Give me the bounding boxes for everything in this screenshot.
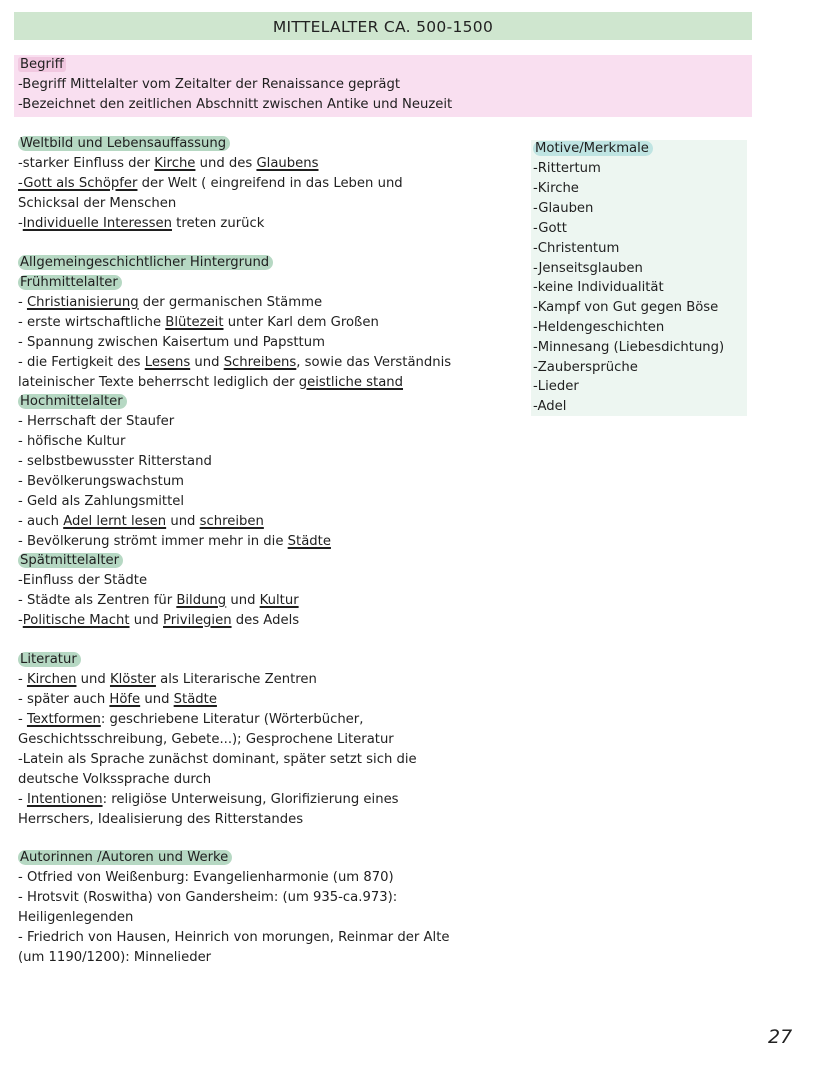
hochmittelalter-line: - höfische Kultur: [18, 434, 126, 449]
motive-item: -Zaubersprüche: [533, 360, 638, 375]
hochmittelalter-line: - auch Adel lernt lesen und schreiben: [18, 514, 264, 529]
weltbild-line: Schicksal der Menschen: [18, 196, 177, 211]
autoren-line: - Hrotsvit (Roswitha) von Gandersheim: (um 935-ca.973):: [18, 890, 398, 905]
literatur-line: deutsche Volkssprache durch: [18, 772, 212, 787]
literatur-line: - später auch Höfe und Städte: [18, 692, 217, 707]
fruehmittelalter-line: lateinischer Texte beherrscht lediglich der geistliche stand: [18, 375, 404, 390]
literatur-line: - Intentionen: religiöse Unterweisung, Glorifizierung eines: [18, 792, 399, 807]
begriff-line: -Bezeichnet den zeitlichen Abschnitt zwischen Antike und Neuzeit: [18, 97, 453, 112]
motive-item: -Christentum: [533, 241, 620, 256]
autoren-line: - Friedrich von Hausen, Heinrich von morungen, Reinmar der Alte: [18, 930, 450, 945]
motive-item: -Glauben: [533, 201, 594, 216]
hochmittelalter-line: - Bevölkerungswachstum: [18, 474, 185, 489]
weltbild-line: -Gott als Schöpfer der Welt ( eingreifend in das Leben und: [18, 176, 403, 191]
autoren-line: (um 1190/1200): Minnelieder: [18, 950, 212, 965]
fruehmittelalter-line: - die Fertigkeit des Lesens und Schreibens, sowie das Verständnis: [18, 355, 452, 370]
motive-item: -Adel: [533, 399, 567, 414]
spaetmittelalter-line: -Politische Macht und Privilegien des Adels: [18, 613, 300, 628]
motive-item: -Gott: [533, 221, 567, 236]
autoren-heading: Autorinnen /Autoren und Werke: [18, 848, 232, 868]
autoren-line: Heiligenlegenden: [18, 910, 134, 925]
motive-item: -Kirche: [533, 181, 579, 196]
spaetmittelalter-heading: Spätmittelalter: [18, 551, 123, 571]
hochmittelalter-line: - selbstbewusster Ritterstand: [18, 454, 212, 469]
weltbild-heading: Weltbild und Lebensauffassung: [18, 134, 230, 154]
motive-item: -keine Individualität: [533, 280, 664, 295]
motive-item: -Minnesang (Liebesdichtung): [533, 340, 725, 355]
hochmittelalter-heading: Hochmittelalter: [18, 392, 127, 412]
motive-item: -Jenseitsglauben: [533, 261, 643, 276]
fruehmittelalter-heading: Frühmittelalter: [18, 273, 122, 293]
page-number: 27: [768, 1026, 793, 1048]
hochmittelalter-line: - Herrschaft der Staufer: [18, 414, 175, 429]
literatur-line: - Textformen: geschriebene Literatur (Wörterbücher,: [18, 712, 364, 727]
literatur-heading: Literatur: [18, 650, 81, 670]
spaetmittelalter-line: - Städte als Zentren für Bildung und Kultur: [18, 593, 299, 608]
weltbild-line: -Individuelle Interessen treten zurück: [18, 216, 265, 231]
motive-item: -Rittertum: [533, 161, 601, 176]
page-title: MITTELALTER CA. 500-1500: [14, 12, 752, 40]
literatur-line: Geschichtsschreibung, Gebete...); Gesprochene Literatur: [18, 732, 394, 747]
begriff-heading: Begriff: [20, 57, 64, 72]
motive-item: -Heldengeschichten: [533, 320, 665, 335]
motive-item: -Kampf von Gut gegen Böse: [533, 300, 719, 315]
hochmittelalter-line: - Geld als Zahlungsmittel: [18, 494, 185, 509]
motive-item: -Lieder: [533, 379, 579, 394]
hochmittelalter-line: - Bevölkerung strömt immer mehr in die Städte: [18, 534, 331, 549]
fruehmittelalter-line: - Spannung zwischen Kaisertum und Papsttum: [18, 335, 325, 350]
hintergrund-heading: Allgemeingeschichtlicher Hintergrund: [18, 253, 273, 273]
motive-heading: Motive/Merkmale: [533, 139, 653, 159]
literatur-line: - Kirchen und Klöster als Literarische Zentren: [18, 672, 317, 687]
spaetmittelalter-line: -Einfluss der Städte: [18, 573, 148, 588]
begriff-line: -Begriff Mittelalter vom Zeitalter der Renaissance geprägt: [18, 77, 401, 92]
autoren-line: - Otfried von Weißenburg: Evangelienharmonie (um 870): [18, 870, 394, 885]
fruehmittelalter-line: - erste wirtschaftliche Blütezeit unter Karl dem Großen: [18, 315, 379, 330]
weltbild-line: -starker Einfluss der Kirche und des Glaubens: [18, 156, 319, 171]
literatur-line: Herrschers, Idealisierung des Ritterstandes: [18, 812, 304, 827]
fruehmittelalter-line: - Christianisierung der germanischen Stämme: [18, 295, 323, 310]
literatur-line: -Latein als Sprache zunächst dominant, später setzt sich die: [18, 752, 417, 767]
